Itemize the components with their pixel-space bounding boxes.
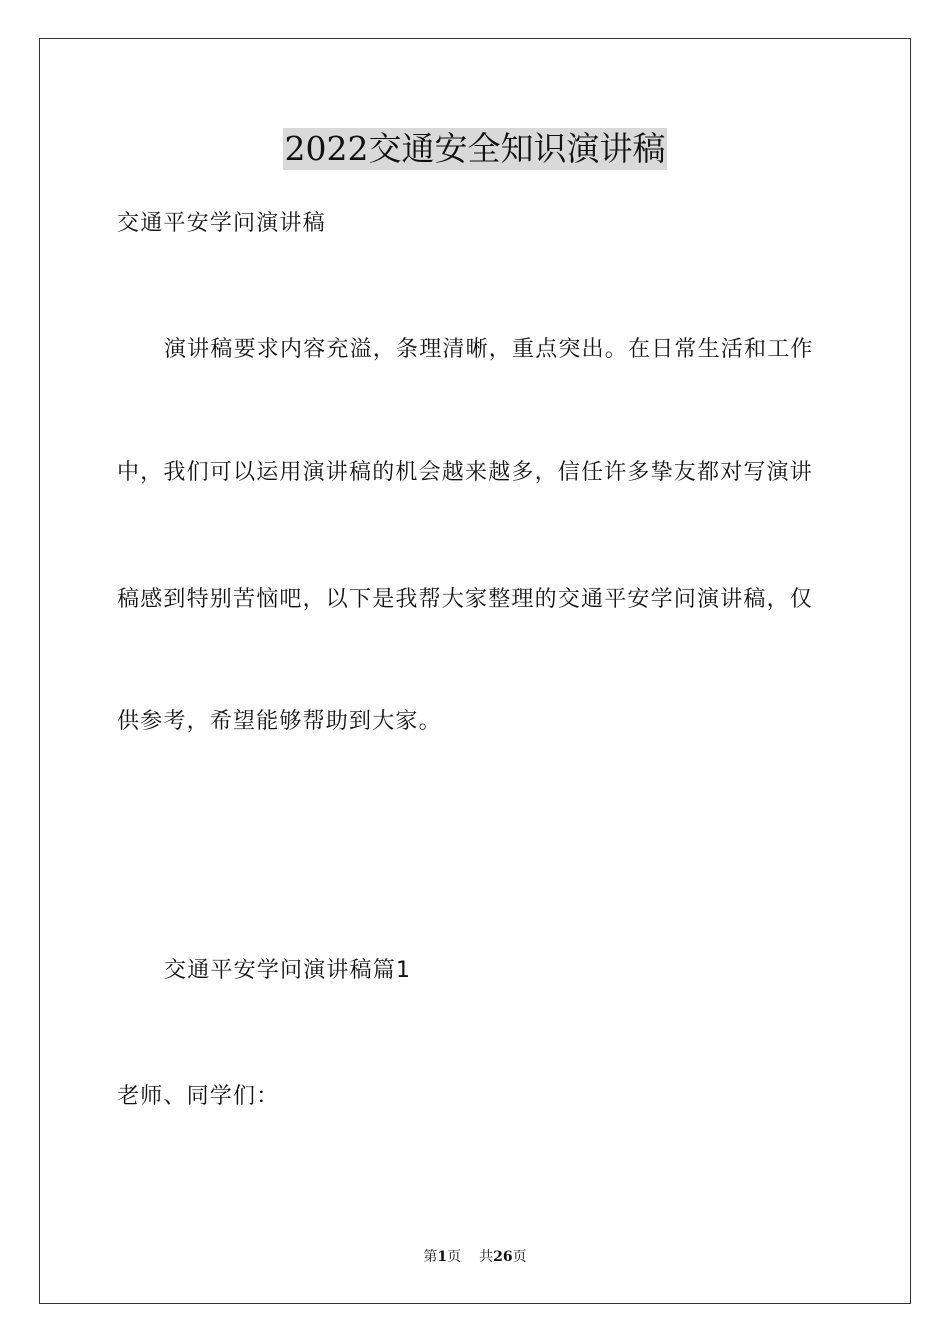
page-number: 1 [437, 1249, 448, 1265]
total-prefix: 共 [479, 1249, 494, 1265]
paragraph-line-4: 供参考，希望能够帮助到大家。 [117, 709, 442, 734]
page-prefix: 第 [423, 1249, 438, 1265]
page-footer [0, 1248, 950, 1266]
document-title: 2022交通安全知识演讲稿 [284, 129, 666, 168]
salutation: 老师、同学们： [117, 1084, 280, 1109]
total-pages: 26 [493, 1249, 513, 1265]
document-subtitle: 交通平安学问演讲稿 [117, 211, 326, 236]
paragraph-line-1: 演讲稿要求内容充溢，条理清晰，重点突出。在日常生活和工作 [164, 337, 814, 362]
document-title-container [0, 128, 950, 170]
paragraph-line-3: 稿感到特别苦恼吧，以下是我帮大家整理的交通平安学问演讲稿，仅 [117, 587, 814, 612]
section-heading: 交通平安学问演讲稿篇1 [164, 958, 412, 983]
paragraph-line-2: 中，我们可以运用演讲稿的机会越来越多，信任许多挚友都对写演讲 [117, 460, 814, 485]
total-suffix: 页 [512, 1249, 527, 1265]
page-suffix: 页 [447, 1249, 462, 1265]
